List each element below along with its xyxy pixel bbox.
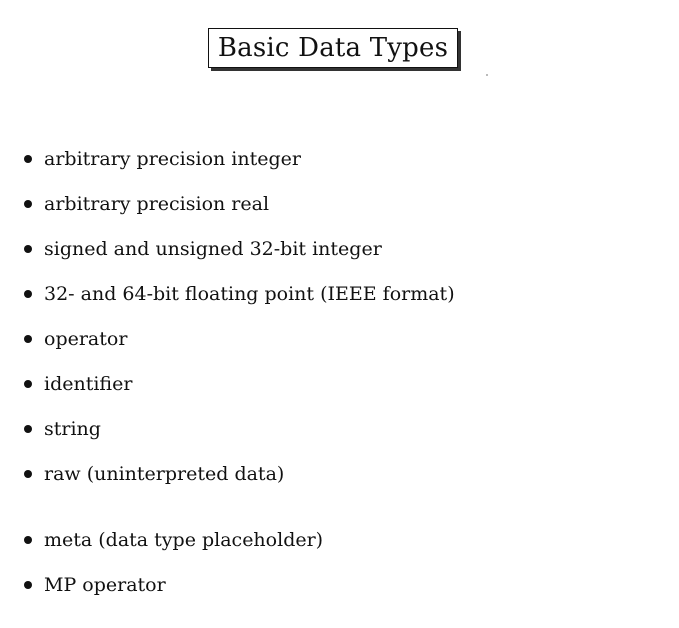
bullet-dot-icon bbox=[24, 335, 32, 343]
list-item-text: raw (uninterpreted data) bbox=[44, 463, 285, 485]
list-item bbox=[24, 190, 269, 218]
bullet-dot-icon bbox=[24, 245, 32, 253]
bullet-dot-icon bbox=[24, 581, 32, 589]
list-item bbox=[24, 235, 382, 263]
list-item-text: arbitrary precision real bbox=[44, 193, 270, 215]
list-item-text: signed and unsigned 32-bit integer bbox=[44, 238, 382, 260]
bullet-list bbox=[24, 0, 664, 628]
list-item-text: MP operator bbox=[44, 574, 166, 596]
slide-title: Basic Data Types bbox=[217, 33, 449, 63]
list-item bbox=[24, 280, 455, 308]
list-item-text: operator bbox=[44, 328, 128, 350]
list-item bbox=[24, 526, 323, 554]
bullet-dot-icon bbox=[24, 470, 32, 478]
list-item bbox=[24, 571, 166, 599]
bullet-dot-icon bbox=[24, 536, 32, 544]
list-item bbox=[24, 370, 132, 398]
bullet-dot-icon bbox=[24, 380, 32, 388]
list-item-text: arbitrary precision integer bbox=[44, 148, 301, 170]
bullet-dot-icon bbox=[24, 155, 32, 163]
list-item bbox=[24, 415, 101, 443]
list-item-text: meta (data type placeholder) bbox=[44, 529, 324, 551]
list-item-text: string bbox=[44, 418, 101, 440]
list-item-text: identifier bbox=[44, 373, 133, 395]
bullet-dot-icon bbox=[24, 200, 32, 208]
list-item bbox=[24, 460, 284, 488]
bullet-dot-icon bbox=[24, 425, 32, 433]
list-item bbox=[24, 325, 127, 353]
list-item-text: 32- and 64-bit floating point (IEEE format) bbox=[44, 283, 455, 305]
bullet-dot-icon bbox=[24, 290, 32, 298]
list-item bbox=[24, 145, 301, 173]
